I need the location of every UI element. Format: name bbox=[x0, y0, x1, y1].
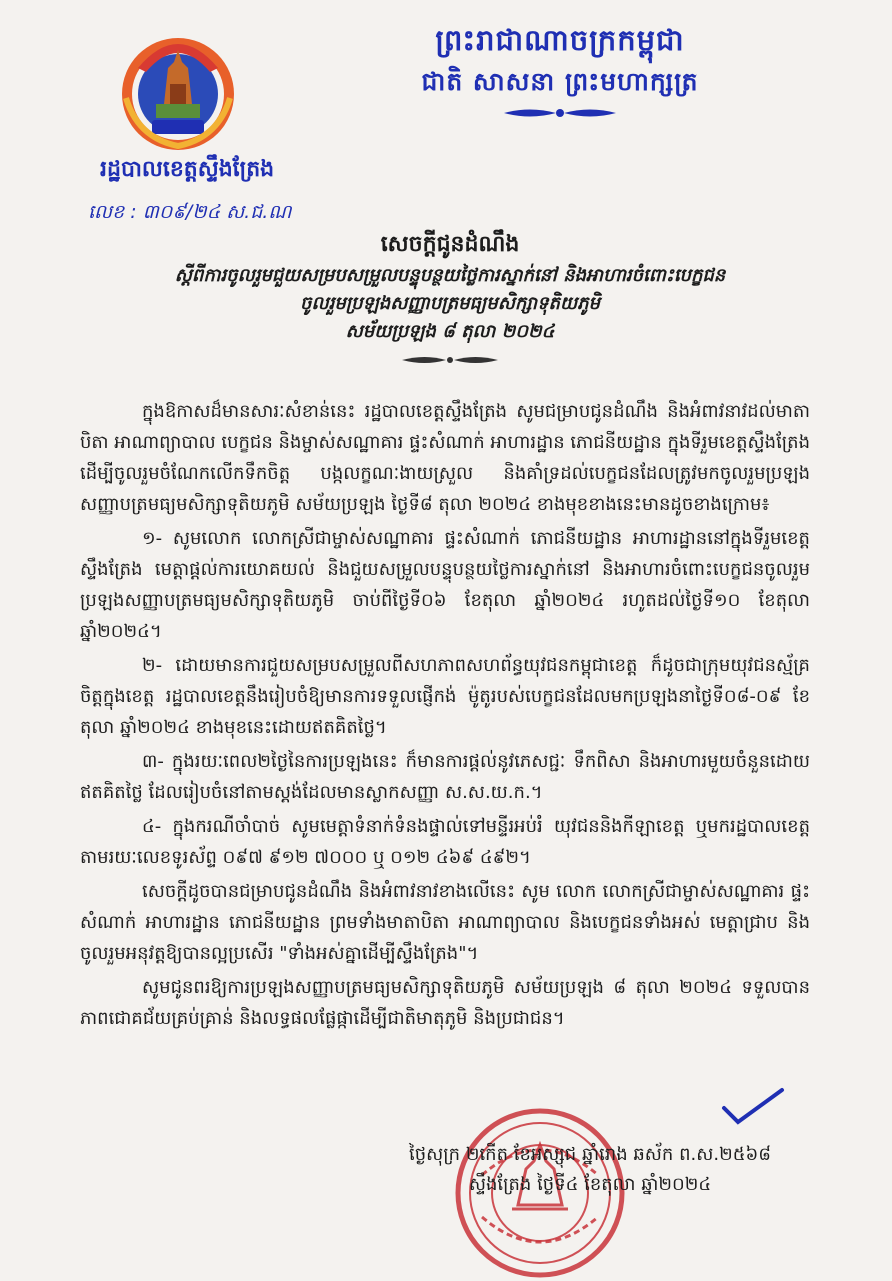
item-4: ៤- ក្នុងករណីចាំបាច់ សូមមេត្តាទំនាក់ទំនងផ្ទាល់ទៅមន្ទីរអប់រំ យុវជននិងកីឡាខេត្ត ឬមករដ្ឋបាលខេត្ត តាមរយៈលេខទូរស័ព្ទ ០៩៧ ៩១២ ៧០០០ ឬ ០១២ ៤៦៩ ៤៩២។ bbox=[80, 816, 810, 868]
place-and-date: ស្ទឹងត្រែង ថ្ងៃទី៤ ខែតុលា ឆ្នាំ២០២៤ bbox=[468, 1174, 712, 1195]
item-3: ៣- ក្នុងរយៈពេល២ថ្ងៃនៃការប្រឡងនេះ ក៏មានការផ្តល់នូវភេសជ្ជៈ ទឹកពិសា និងអាហារមួយចំនួនដោយឥតគិតថ្លៃ ដែលរៀបចំនៅតាមស្តង់ដែលមានស្លាកសញ្ញា ស.ស.យ.ក.។ bbox=[80, 751, 810, 803]
title-block bbox=[130, 228, 770, 366]
title-ornament bbox=[400, 354, 500, 366]
subject-line-3: សម័យប្រឡង ៨ តុលា ២០២៤ bbox=[345, 321, 555, 342]
closing-block bbox=[370, 1140, 810, 1200]
ministry-logo bbox=[118, 28, 238, 152]
lunar-date: ថ្ងៃសុក្រ ២កើត ខែអស្សុជ ឆ្នាំរោង ឆស័ក ព.ស.២៥៦៨ bbox=[409, 1144, 771, 1165]
kingdom-title: ព្រះរាជាណាចក្រកម្ពុជា bbox=[435, 23, 685, 57]
notice-title: សេចក្តីជូនដំណឹង bbox=[380, 232, 520, 257]
wishes-paragraph: សូមជូនពរឱ្យការប្រឡងសញ្ញាបត្រមធ្យមសិក្សាទុតិយភូមិ សម័យប្រឡង ៨ តុលា ២០២៤ ទទួលបានភាពជោគជ័យគ្រប់គ្រាន់ និងលទ្ធផលផ្លែផ្កាដើម្បីជាតិមាតុភូមិ និងប្រជាជន។ bbox=[80, 977, 810, 1029]
item-2: ២- ដោយមានការជួយសម្របសម្រួលពីសហភាពសហព័ន្ធយុវជនកម្ពុជាខេត្ត ក៏ដូចជាក្រុមយុវជនស្ម័គ្រចិត្តក្នុងខេត្ត រដ្ឋបាលខេត្តនឹងរៀបចំឱ្យមានការទទួលផ្ញើកង់ ម៉ូតូរបស់បេក្ខជនដែលមកប្រឡងនាថ្ងៃទី០៨-០៩ ខែតុលា ឆ្នាំ២០២៤ ខាងមុខនេះដោយឥតគិតថ្លៃ។ bbox=[80, 655, 810, 738]
signature-mark bbox=[718, 1082, 788, 1130]
national-motto: ជាតិ សាសនា ព្រះមហាក្សត្រ bbox=[421, 67, 699, 96]
intro-paragraph: ក្នុងឱកាសដ៏មានសារៈសំខាន់នេះ រដ្ឋបាលខេត្តស្ទឹងត្រែង សូមជម្រាបជូនដំណឹង និងអំពាវនាវដល់មាតាបិតា អាណាព្យាបាល បេក្ខជន និងម្ចាស់សណ្ឋាគារ ផ្ទះសំណាក់ អាហារដ្ឋាន ភោជនីយដ្ឋាន ក្នុងទីរួមខេត្តស្ទឹងត្រែង ដើម្បីចូលរួមចំណែកលើកទឹកចិត្ត បង្កលក្ខណៈងាយស្រួល និងគាំទ្រដល់បេក្ខជនដែលត្រូវមកចូលរួមប្រឡងសញ្ញាបត្រមធ្យមសិក្សាទុតិយភូមិ សម័យប្រឡង ថ្ងៃទី៨ តុលា ២០២៤ ខាងមុខខាងនេះមានដូចខាងក្រោម៖ bbox=[80, 401, 810, 515]
conclusion-paragraph: សេចក្តីដូចបានជម្រាបជូនដំណឹង និងអំពាវនាវខាងលើនេះ សូម លោក លោកស្រីជាម្ចាស់សណ្ឋាគារ ផ្ទះសំណាក់ អាហារដ្ឋាន ភោជនីយដ្ឋាន ព្រមទាំងមាតាបិតា អាណាព្យាបាល និងបេក្ខជនទាំងអស់ មេត្តាជ្រាប និងចូលរួមអនុវត្តឱ្យបានល្អប្រសើរ "ទាំងអស់គ្នាដើម្បីស្ទឹងត្រែង"។ bbox=[80, 881, 810, 964]
subject-line-1: ស្តីពីការចូលរួមជួយសម្របសម្រួលបន្ទុបន្ថយថ្លៃការស្នាក់នៅ និងអាហារចំពោះបេក្ខជន bbox=[174, 265, 726, 286]
ornament-divider bbox=[500, 106, 620, 120]
item-1: ១- សូមលោក លោកស្រីជាម្ចាស់សណ្ឋាគារ ផ្ទះសំណាក់ ភោជនីយដ្ឋាន អាហារដ្ឋាននៅក្នុងទីរួមខេត្តស្ទឹងត្រែង មេត្តាផ្តល់ការយោគយល់ និងជួយសម្រួលបន្ទុបន្ថយថ្លៃការស្នាក់នៅ និងអាហារចំពោះបេក្ខជនចូលរួមប្រឡងសញ្ញាបត្រមធ្យមសិក្សាទុតិយភូមិ ចាប់ពីថ្ងៃទី០៦ ខែតុលា ឆ្នាំ២០២៤ រហូតដល់ថ្ងៃទី១០ ខែតុលា ឆ្នាំ២០២៤។ bbox=[80, 528, 810, 642]
kingdom-heading bbox=[320, 18, 800, 120]
notice-body bbox=[80, 396, 810, 1037]
issuing-authority: រដ្ឋបាលខេត្តស្ទឹងត្រែង bbox=[100, 157, 275, 182]
reference-number: លេខ : ៣០៩/២៤ ស.ជ.ណ bbox=[88, 201, 292, 223]
subject-line-2: ចូលរួមប្រឡងសញ្ញាបត្រមធ្យមសិក្សាទុតិយភូមិ bbox=[300, 293, 600, 314]
